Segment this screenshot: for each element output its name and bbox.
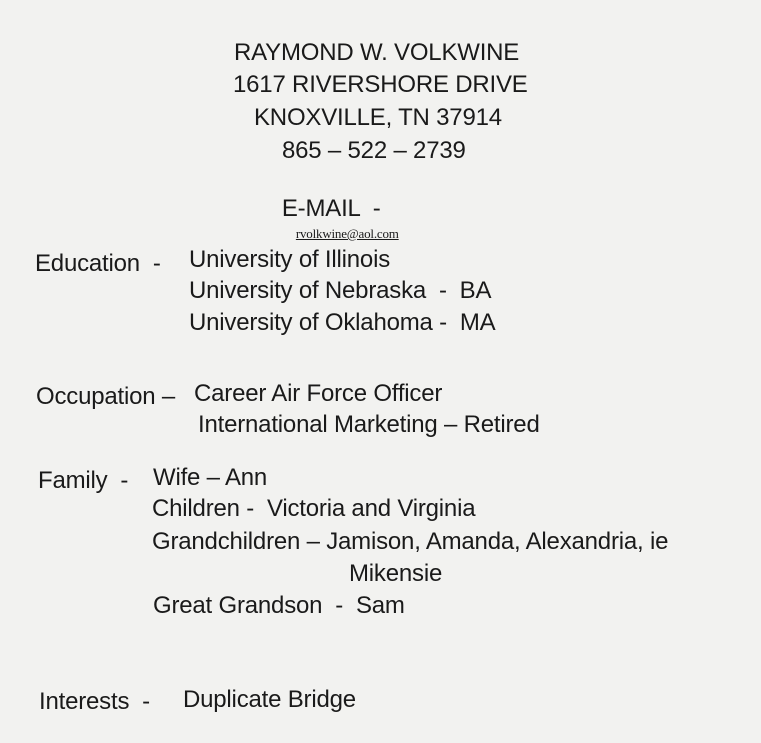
education-item: University of Illinois: [189, 246, 390, 273]
education-item: University of Nebraska - BA: [189, 277, 492, 304]
family-item: Children - Victoria and Virginia: [152, 495, 476, 522]
family-label: Family -: [38, 467, 129, 494]
interests-value: Duplicate Bridge: [183, 686, 356, 713]
family-item: Grandchildren – Jamison, Amanda, Alexandria, ie: [152, 528, 669, 555]
family-item: Wife – Ann: [153, 464, 268, 491]
email-address: rvolkwine@aol.com: [295, 226, 399, 241]
occupation-item: International Marketing – Retired: [198, 411, 540, 438]
education-label: Education -: [35, 250, 161, 277]
interests-label: Interests -: [39, 688, 150, 715]
education-item: University of Oklahoma - MA: [189, 309, 496, 336]
name-heading: RAYMOND W. VOLKWINE: [234, 39, 520, 66]
email-label: E-MAIL -: [281, 195, 381, 222]
family-item: Mikensie: [349, 560, 443, 587]
street-address: 1617 RIVERSHORE DRIVE: [233, 71, 528, 98]
city-state-zip: KNOXVILLE, TN 37914: [254, 104, 502, 131]
family-item: Great Grandson - Sam: [153, 592, 405, 619]
occupation-item: Career Air Force Officer: [194, 380, 443, 407]
phone-number: 865 – 522 – 2739: [282, 137, 466, 164]
occupation-label: Occupation –: [36, 383, 176, 410]
